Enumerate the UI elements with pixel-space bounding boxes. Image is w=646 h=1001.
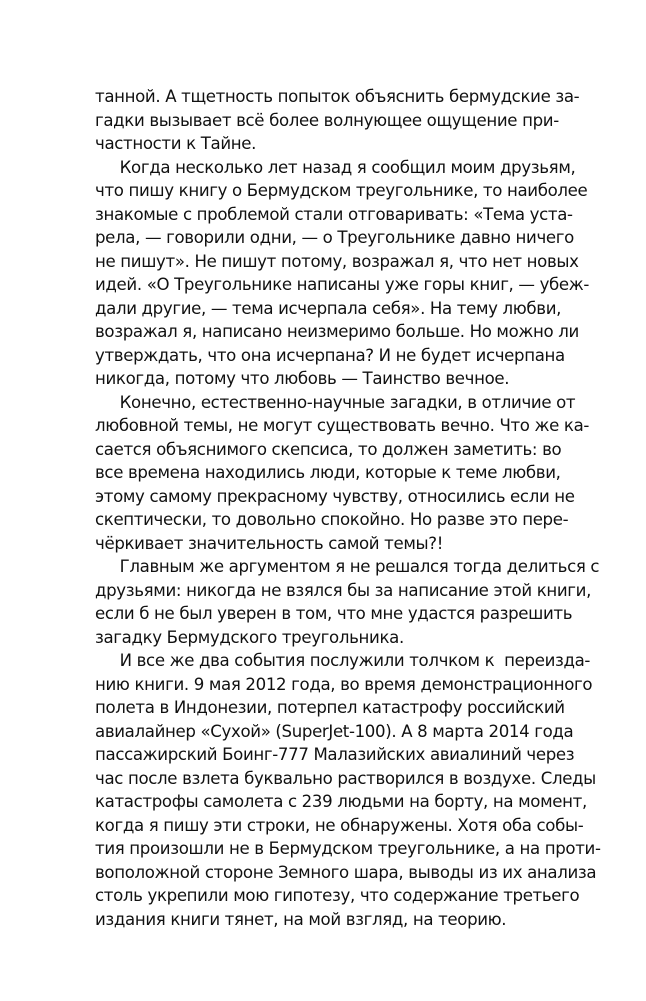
paragraph [95, 85, 643, 156]
text-line: час после взлета буквально растворился в воздухе. Следы [95, 768, 596, 788]
text-line: катастрофы самолета с 239 людьми на борту, на момент, [95, 792, 587, 811]
text-line: Когда несколько лет назад я сообщил моим друзьям, [95, 157, 576, 177]
text-line: если б не был уверен в том, что мне удастся разрешить [95, 604, 573, 623]
body-text [95, 85, 643, 931]
text-line: этому самому прекрасному чувству, относились если не [95, 486, 575, 506]
paragraph [95, 156, 643, 391]
text-line: полета в Индонезии, потерпел катастрофу российский [95, 698, 565, 717]
text-line: Конечно, естественно-научные загадки, в отличие от [95, 392, 576, 412]
text-line: И все же два события послужили толчком к переизда- [95, 651, 591, 670]
text-line: столь укрепили мою гипотезу, что содержание третьего [95, 886, 580, 905]
text-line: издания книги тянет, на мой взгляд, на теорию. [95, 909, 507, 929]
text-line: дали другие, — тема исчерпала себя». На тему любви, [95, 298, 562, 318]
text-line: тия произошли не в Бермудском треугольнике, а на проти- [95, 839, 601, 858]
text-line: рела, — говорили одни, — о Треугольнике давно ничего [95, 228, 574, 247]
text-line: никогда, потому что любовь — Таинство вечное. [95, 369, 510, 388]
text-line: танной. А тщетность попыток объяснить бермудские за- [95, 87, 580, 106]
text-line: друзьями: никогда не взялся бы за написание этой книги, [95, 580, 592, 600]
text-line: чёркивает значительность самой темы?! [95, 533, 444, 553]
text-line: знакомые с проблемой стали отговаривать: «Тема уста- [95, 204, 573, 224]
text-line: пассажирский Боинг-777 Малазийских авиалиний через [95, 745, 575, 764]
text-line: возражал я, написано неизмеримо больше. Но можно ли [95, 322, 579, 341]
text-line: не пишут». Не пишут потому, возражал я, что нет новых [95, 251, 579, 271]
text-line: нию книги. 9 мая 2012 года, во время демонстрационного [95, 674, 593, 694]
text-line: сается объяснимого скепсиса, то должен заметить: во [95, 439, 562, 459]
text-line: Главным же аргументом я не решался тогда делиться с [95, 557, 600, 576]
text-line: гадки вызывает всё более волнующее ощущение при- [95, 110, 559, 130]
text-line: авиалайнер «Сухой» (SuperJet-100). А 8 марта 2014 года [95, 721, 574, 741]
text-line: воположной стороне Земного шара, выводы из их анализа [95, 862, 597, 882]
text-line: скептически, то довольно спокойно. Но разве это пере- [95, 510, 569, 529]
text-line: идей. «О Треугольнике написаны уже горы книг, — убеж- [95, 275, 590, 294]
text-line: все времена находились люди, которые к теме любви, [95, 463, 561, 482]
text-line: частности к Тайне. [95, 134, 257, 153]
text-line: когда я пишу эти строки, не обнаружены. Хотя оба собы- [95, 815, 584, 835]
paragraph [95, 391, 643, 556]
text-line: любовной темы, не могут существовать вечно. Что же ка- [95, 416, 590, 435]
paragraph [95, 649, 643, 931]
text-line: утверждать, что она исчерпана? И не будет исчерпана [95, 345, 565, 365]
text-line: загадку Бермудского треугольника. [95, 627, 404, 647]
text-line: что пишу книгу о Бермудском треугольнике, то наиболее [95, 181, 588, 200]
paragraph [95, 555, 643, 649]
